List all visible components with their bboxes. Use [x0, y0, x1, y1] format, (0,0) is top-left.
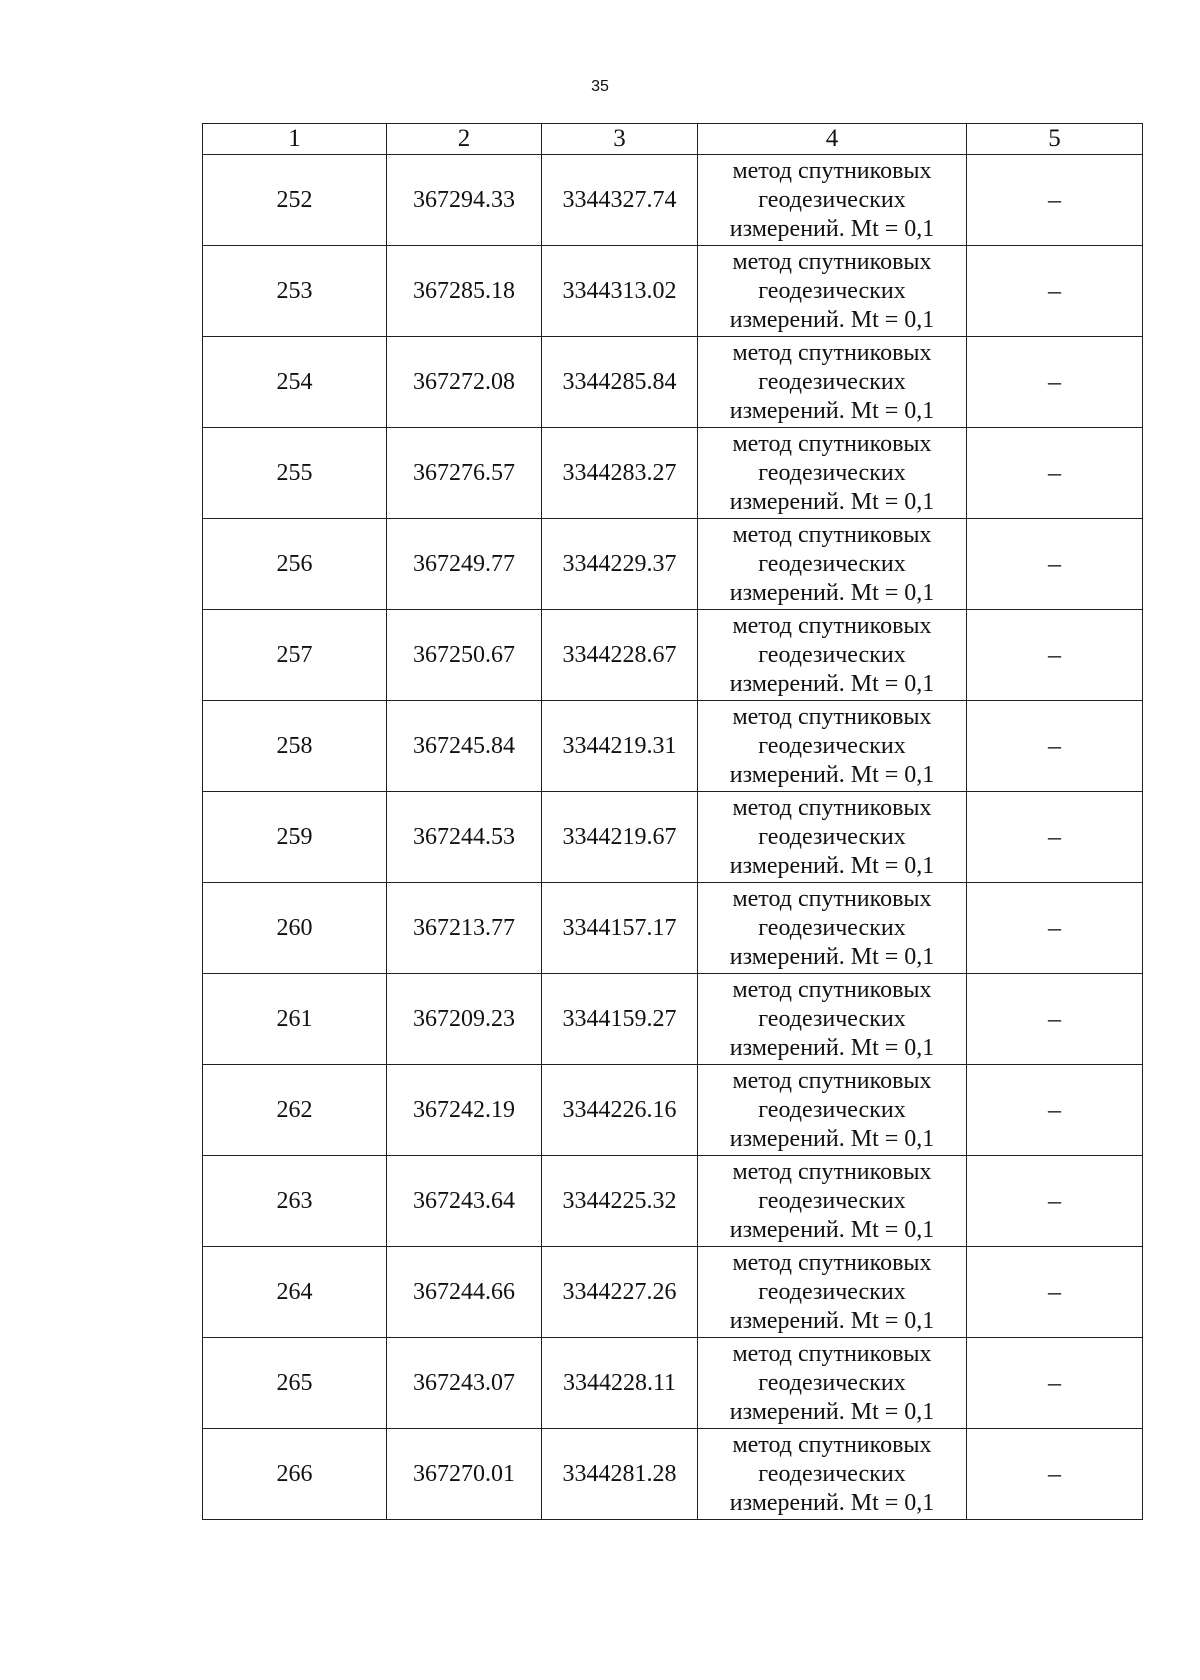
table-row	[203, 1338, 1143, 1429]
method-line-1: метод спутниковых	[732, 1340, 932, 1367]
note-cell: –	[967, 610, 1143, 701]
y-coordinate-cell: 3344157.17	[542, 883, 698, 974]
note-cell: –	[967, 428, 1143, 519]
method-cell	[698, 519, 967, 610]
method-line-2: геодезических	[758, 186, 906, 213]
table-row	[203, 1429, 1143, 1520]
table-row	[203, 337, 1143, 428]
table-row	[203, 246, 1143, 337]
method-line-2: геодезических	[758, 1460, 906, 1487]
note-cell: –	[967, 1247, 1143, 1338]
point-number-cell: 260	[203, 883, 387, 974]
table-row	[203, 1156, 1143, 1247]
point-number-cell: 265	[203, 1338, 387, 1429]
method-cell	[698, 246, 967, 337]
method-line-3: измерений. Mt = 0,1	[729, 306, 935, 333]
method-cell	[698, 610, 967, 701]
method-cell	[698, 1156, 967, 1247]
method-line-2: геодезических	[758, 1005, 906, 1032]
method-line-1: метод спутниковых	[732, 1158, 932, 1185]
y-coordinate-cell: 3344285.84	[542, 337, 698, 428]
coordinates-table	[202, 123, 1143, 1520]
method-line-3: измерений. Mt = 0,1	[729, 1216, 935, 1243]
note-cell: –	[967, 883, 1143, 974]
method-cell	[698, 974, 967, 1065]
table-row	[203, 792, 1143, 883]
point-number-cell: 262	[203, 1065, 387, 1156]
y-coordinate-cell: 3344219.31	[542, 701, 698, 792]
x-coordinate-cell: 367285.18	[387, 246, 542, 337]
table-row	[203, 701, 1143, 792]
method-line-3: измерений. Mt = 0,1	[729, 1307, 935, 1334]
point-number-cell: 253	[203, 246, 387, 337]
y-coordinate-cell: 3344226.16	[542, 1065, 698, 1156]
method-line-3: измерений. Mt = 0,1	[729, 1398, 935, 1425]
y-coordinate-cell: 3344281.28	[542, 1429, 698, 1520]
method-cell	[698, 792, 967, 883]
header-col-1: 1	[203, 124, 387, 155]
note-cell: –	[967, 337, 1143, 428]
method-line-3: измерений. Mt = 0,1	[729, 215, 935, 242]
point-number-cell: 263	[203, 1156, 387, 1247]
table-row	[203, 610, 1143, 701]
x-coordinate-cell: 367244.53	[387, 792, 542, 883]
point-number-cell: 255	[203, 428, 387, 519]
method-line-3: измерений. Mt = 0,1	[729, 943, 935, 970]
header-col-5: 5	[967, 124, 1143, 155]
y-coordinate-cell: 3344227.26	[542, 1247, 698, 1338]
method-line-3: измерений. Mt = 0,1	[729, 1034, 935, 1061]
method-line-2: геодезических	[758, 550, 906, 577]
x-coordinate-cell: 367213.77	[387, 883, 542, 974]
x-coordinate-cell: 367249.77	[387, 519, 542, 610]
method-line-1: метод спутниковых	[732, 885, 932, 912]
table-row	[203, 1065, 1143, 1156]
point-number-cell: 264	[203, 1247, 387, 1338]
note-cell: –	[967, 519, 1143, 610]
note-cell: –	[967, 1429, 1143, 1520]
method-line-1: метод спутниковых	[732, 339, 932, 366]
method-line-2: геодезических	[758, 277, 906, 304]
table-body	[203, 155, 1143, 1520]
table-row	[203, 519, 1143, 610]
method-line-2: геодезических	[758, 732, 906, 759]
y-coordinate-cell: 3344219.67	[542, 792, 698, 883]
method-line-2: геодезических	[758, 641, 906, 668]
method-line-1: метод спутниковых	[732, 248, 932, 275]
method-cell	[698, 428, 967, 519]
table-header-row	[203, 124, 1143, 155]
x-coordinate-cell: 367250.67	[387, 610, 542, 701]
method-line-1: метод спутниковых	[732, 703, 932, 730]
method-cell	[698, 701, 967, 792]
method-line-3: измерений. Mt = 0,1	[729, 488, 935, 515]
method-line-1: метод спутниковых	[732, 1067, 932, 1094]
note-cell: –	[967, 246, 1143, 337]
note-cell: –	[967, 701, 1143, 792]
point-number-cell: 256	[203, 519, 387, 610]
x-coordinate-cell: 367242.19	[387, 1065, 542, 1156]
x-coordinate-cell: 367276.57	[387, 428, 542, 519]
header-col-4: 4	[698, 124, 967, 155]
y-coordinate-cell: 3344159.27	[542, 974, 698, 1065]
method-line-2: геодезических	[758, 1278, 906, 1305]
method-line-1: метод спутниковых	[732, 430, 932, 457]
method-line-3: измерений. Mt = 0,1	[729, 1125, 935, 1152]
note-cell: –	[967, 792, 1143, 883]
x-coordinate-cell: 367244.66	[387, 1247, 542, 1338]
x-coordinate-cell: 367243.07	[387, 1338, 542, 1429]
method-line-3: измерений. Mt = 0,1	[729, 397, 935, 424]
method-line-2: геодезических	[758, 914, 906, 941]
y-coordinate-cell: 3344225.32	[542, 1156, 698, 1247]
note-cell: –	[967, 1156, 1143, 1247]
method-line-1: метод спутниковых	[732, 521, 932, 548]
method-line-3: измерений. Mt = 0,1	[729, 670, 935, 697]
note-cell: –	[967, 155, 1143, 246]
y-coordinate-cell: 3344313.02	[542, 246, 698, 337]
table-row	[203, 974, 1143, 1065]
method-cell	[698, 883, 967, 974]
point-number-cell: 261	[203, 974, 387, 1065]
x-coordinate-cell: 367294.33	[387, 155, 542, 246]
table-row	[203, 1247, 1143, 1338]
table-row	[203, 155, 1143, 246]
method-line-2: геодезических	[758, 459, 906, 486]
x-coordinate-cell: 367209.23	[387, 974, 542, 1065]
x-coordinate-cell: 367272.08	[387, 337, 542, 428]
method-line-2: геодезических	[758, 1369, 906, 1396]
point-number-cell: 259	[203, 792, 387, 883]
method-cell	[698, 1338, 967, 1429]
method-cell	[698, 337, 967, 428]
note-cell: –	[967, 1065, 1143, 1156]
x-coordinate-cell: 367270.01	[387, 1429, 542, 1520]
note-cell: –	[967, 974, 1143, 1065]
y-coordinate-cell: 3344228.11	[542, 1338, 698, 1429]
point-number-cell: 258	[203, 701, 387, 792]
point-number-cell: 257	[203, 610, 387, 701]
note-cell: –	[967, 1338, 1143, 1429]
x-coordinate-cell: 367245.84	[387, 701, 542, 792]
method-line-3: измерений. Mt = 0,1	[729, 579, 935, 606]
page-number: 35	[591, 78, 609, 95]
header-col-2: 2	[387, 124, 542, 155]
method-line-1: метод спутниковых	[732, 1249, 932, 1276]
method-line-1: метод спутниковых	[732, 612, 932, 639]
method-cell	[698, 1429, 967, 1520]
point-number-cell: 266	[203, 1429, 387, 1520]
y-coordinate-cell: 3344283.27	[542, 428, 698, 519]
method-line-3: измерений. Mt = 0,1	[729, 1489, 935, 1516]
method-line-3: измерений. Mt = 0,1	[729, 761, 935, 788]
method-line-2: геодезических	[758, 823, 906, 850]
method-cell	[698, 1065, 967, 1156]
table-row	[203, 883, 1143, 974]
method-line-2: геодезических	[758, 368, 906, 395]
table-row	[203, 428, 1143, 519]
x-coordinate-cell: 367243.64	[387, 1156, 542, 1247]
method-line-1: метод спутниковых	[732, 157, 932, 184]
point-number-cell: 254	[203, 337, 387, 428]
y-coordinate-cell: 3344229.37	[542, 519, 698, 610]
method-line-3: измерений. Mt = 0,1	[729, 852, 935, 879]
method-line-2: геодезических	[758, 1187, 906, 1214]
method-line-1: метод спутниковых	[732, 1431, 932, 1458]
header-col-3: 3	[542, 124, 698, 155]
method-cell	[698, 155, 967, 246]
point-number-cell: 252	[203, 155, 387, 246]
method-line-1: метод спутниковых	[732, 976, 932, 1003]
y-coordinate-cell: 3344228.67	[542, 610, 698, 701]
y-coordinate-cell: 3344327.74	[542, 155, 698, 246]
method-line-1: метод спутниковых	[732, 794, 932, 821]
method-cell	[698, 1247, 967, 1338]
method-line-2: геодезических	[758, 1096, 906, 1123]
